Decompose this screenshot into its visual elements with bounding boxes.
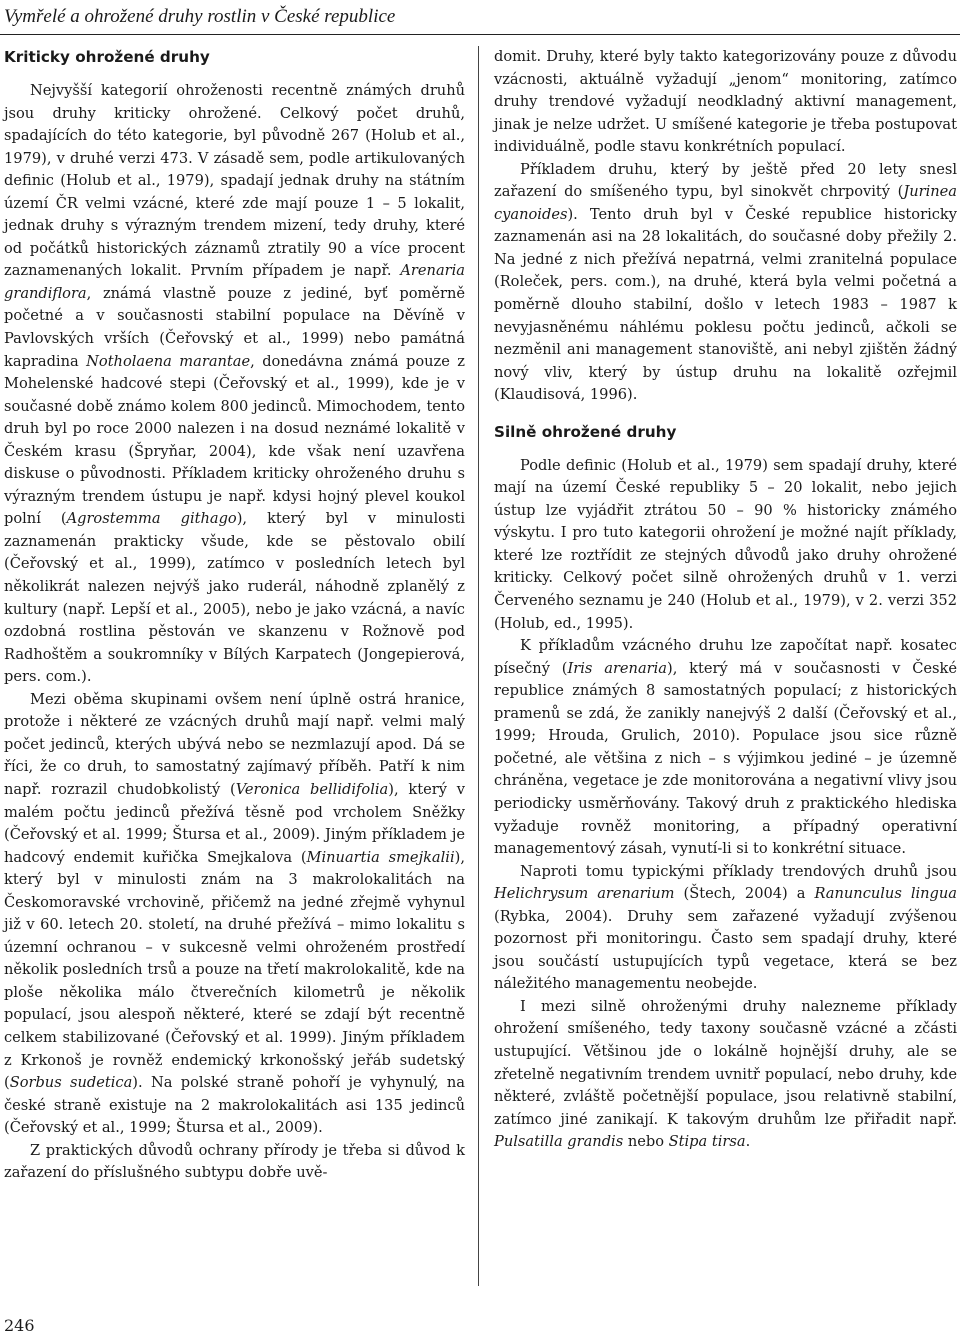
paragraph: Z praktických důvodů ochrany přírody je třeba si důvod k zařazení do příslušného subtypu dobře uvě- — [4, 1141, 465, 1182]
paragraph: K příkladům vzácného druhu lze započítat např. kosatec písečný (Iris arenaria), který má v současnosti v České republice známých 8 samostatných populací; z historických pramenů se zdá, že zanikly nanejvýš 2 další (Čeřovský et al., 1999; Hrouda, Grulich, 2010). Populace jsou sice různě početné, ale většina z nich – s výjimkou jediné – je územně chráněna, vegetace je zde monitorována a negativní vlivy jsou periodicky usměrňovány. Takový druh z praktického hlediska vyžaduje rovněž monitoring, a případný operativní managementový zásah, vynutí-li si to konkrétní situace. — [494, 637, 957, 858]
column-divider — [478, 46, 479, 1286]
running-title: Vymřelé a ohrožené druhy rostlin v České republice — [4, 6, 396, 27]
page-number: 246 — [4, 1316, 35, 1335]
section-heading-strongly-endangered: Silně ohrožené druhy — [494, 422, 677, 441]
paragraph: Nejvyšší kategorií ohroženosti recentně známých druhů jsou druhy kriticky ohrožené. Celkový počet druhů, spadajících do této kategorie, byl původně 267 (Holub et al., 1979), v druhé verzi 473. V zásadě sem, podle artikulovaných definic (Holub et al., 1979), spadají jednak druhy na státním území ČR velmi vzácné, které zde mají pouze 1 – 5 lokalit, jednak druhy s výrazným trendem mizení, tedy druhy, které od počátků historických záznamů ztratily 90 a více procent zaznamenaných lokalit. Prvním případem je např. Arenaria grandiflora, známá vlastně pouze z jediné, byť poměrně početné a v současnosti stabilní populace na Děvíně v Pavlovských vrších (Čeřovský et al., 1999) nebo památná kapradina Notholaena marantae, donedávna známá pouze z Mohelenské hadcové stepi (Čeřovský et al., 1999), kde je v současné době známo kolem 800 jedinců. Mimochodem, tento druh byl po roce 2000 nalezen i na dosud neznámé lokalitě v Českém krasu (Špryňar, 2004), kde však není uzavřena diskuse o původnosti. Příkladem kriticky ohroženého druhu s výrazným trendem ústupu je např. kdysi hojný plevel koukol polní (Agrostemma githago), který byl v minulosti zaznamenán prakticky všude, kde se pěstovalo obilí (Čeřovský et al., 1999), zatímco v posledních letech byl několikrát nalezen nejvýš jako ruderál, náhodně zplanělý z kultury (např. Lepší et al., 2005), nebo je jako vzácná, a navíc ozdobná rostlina pěstován ve skanzenu v Rožnově pod Radhoštěm a soukromníky v Bílých Karpatech (Jongepierová, pers. com.). — [4, 82, 465, 686]
section-heading-critically-endangered: Kriticky ohrožené druhy — [4, 48, 210, 66]
left-column — [4, 46, 465, 1306]
header-rule — [0, 34, 960, 35]
paragraph: Příkladem druhu, který by ještě před 20 lety snesl zařazení do smíšeného typu, byl sinokvět chrpovitý (Jurinea cyanoides). Tento druh byl v České republice historicky zaznamenán asi na 28 lokalitách, do současné doby přežily 2. Na jedné z nich přežívá nepatrná, velmi zranitelná populace (Roleček, pers. com.), na druhé, která byla velmi početná a poměrně dlouho stabilní, došlo v letech 1983 – 1987 k nevyjasněnému náhlému poklesu počtu jedinců, ačkoli se nezměnil ani management stanoviště, ani nebyl zjištěn žádný nový vliv, který by ústup druhu na lokalitě ozřejmil (Klaudisová, 1996). — [494, 160, 957, 404]
paragraph: Naproti tomu typickými příklady trendových druhů jsou Helichrysum arenarium (Štech, 2004) a Ranunculus lingua (Rybka, 2004). Druhy sem zařazené vyžadují zvýšenou pozornost při monitoringu. Často sem spadají druhy, které jsou součástí ustupujících typů vegetace, která se bez náležitého managementu neobejde. — [494, 862, 957, 993]
right-column — [494, 46, 957, 1306]
paragraph: domit. Druhy, které byly takto kategorizovány pouze z důvodu vzácnosti, aktuálně vyžadují „jenom“ monitoring, zatímco druhy trendové vyžadují neodkladný aktivní management, jinak je nelze udržet. U smíšené kategorie je třeba postupovat individuálně, podle stavu konkrétních populací. — [494, 48, 957, 156]
paragraph: Mezi oběma skupinami ovšem není úplně ostrá hranice, protože i některé ze vzácných druhů mají např. velmi malý počet jedinců, kterých ubývá nebo se nezmlazují apod. Dá se říci, že co druh, to samostatný zajímavý příběh. Patří k nim např. rozrazil chudobkolistý (Veronica bellidifolia), který v malém počtu jedinců přežívá těsně pod vrcholem Sněžky (Čeřovský et al. 1999; Štursa et al., 2009). Jiným příkladem je hadcový endemit kuřička Smejkalova (Minuartia smejkalii), který byl v minulosti znám na 3 makrolokalitách na Českomoravské vrchovině, přičemž na jedné zřejmě vyhynul již v 60. letech 20. století, na druhé přežívá – mimo lokalitu s územní ochranou – v sukcesně velmi ohroženém prostředí několik posledních trsů a pouze na třetí makrolokalitě, kde na ploše několika málo čtverečních kilometrů je několik populací, jsou alespoň některé, které se zdají být recentně celkem stabilizované (Čeřovský et al. 1999). Jiným příkladem z Krkonoš je rovněž endemický krkonošský jeřáb sudetský (Sorbus sudetica). Na polské straně pohoří je vyhynulý, na české straně existuje na 2 makrolokalitách asi 135 jedinců (Čeřovský et al., 1999; Štursa et al., 2009). — [4, 690, 466, 1137]
paragraph: I mezi silně ohroženými druhy nalezneme příklady ohrožení smíšeného, tedy taxony současně vzácné a zčásti ustupující. Většinou jde o lokálně hojnější druhy, ale se zřetelně negativním trendem uvnitř populací, nebo druhy, kde některé, zvláště početnější populace, jsou relativně stabilní, zatímco jiné zanikají. K takovým druhům lze přiřadit např. Pulsatilla grandis nebo Stipa tirsa. — [494, 997, 957, 1151]
paragraph: Podle definic (Holub et al., 1979) sem spadají druhy, které mají na území České republiky 5 – 20 lokalit, nebo jejich ústup lze vyjádřit ztrátou 50 – 90 % historicky známého výskytu. I pro tuto kategorii ohrožení je možné najít příklady, které lze roztřídit ze stejných důvodů jako druhy ohrožené kriticky. Celkový počet silně ohrožených druhů v 1. verzi Červeného seznamu je 240 (Holub et al., 1979), v 2. verzi 352 (Holub, ed., 1995). — [494, 456, 957, 632]
